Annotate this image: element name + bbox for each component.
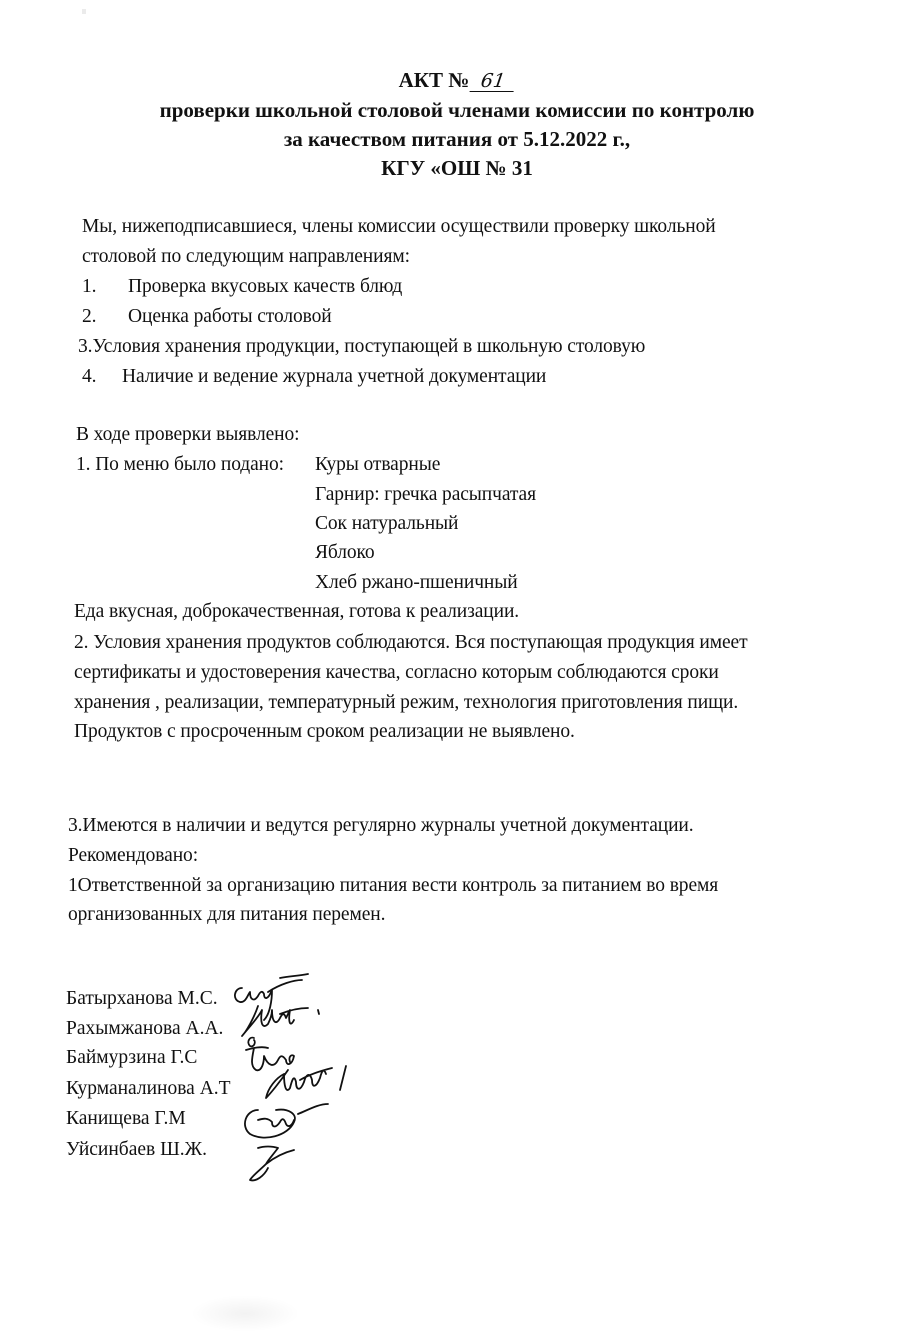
food-quality-note: Еда вкусная, доброкачественная, готова к реализации. bbox=[74, 601, 520, 622]
direction-text: Условия хранения продукции, поступающей в школьную столовую bbox=[92, 336, 646, 357]
intro-line1: Мы, нижеподписавшиеся, члены комиссии осуществили проверку школьной bbox=[82, 216, 716, 237]
storage-line: сертификаты и удостоверения качества, согласно которым соблюдаются сроки bbox=[74, 662, 719, 683]
act-subtitle-line2: за качеством питания от 5.12.2022 г., bbox=[283, 127, 631, 151]
direction-number: 1. bbox=[82, 276, 97, 297]
menu-label: 1. По меню было подано: bbox=[76, 454, 284, 475]
direction-item bbox=[82, 366, 546, 388]
act-subtitle-line1: проверки школьной столовой членами комиссии по контролю bbox=[159, 98, 755, 122]
signature-3 bbox=[246, 1038, 294, 1071]
journals-note: 3.Имеются в наличии и ведутся регулярно журналы учетной документации. bbox=[68, 815, 694, 836]
storage-line: хранения , реализации, температурный режим, технология приготовления пищи. bbox=[74, 692, 739, 713]
act-title bbox=[0, 68, 914, 93]
signature-4 bbox=[266, 1066, 346, 1098]
direction-text: Проверка вкусовых качеств блюд bbox=[128, 276, 403, 297]
signature-6 bbox=[250, 1147, 294, 1181]
storage-line: 2. Условия хранения продуктов соблюдаются. Вся поступающая продукция имеет bbox=[74, 632, 748, 653]
handwritten-signatures bbox=[228, 970, 368, 1185]
menu-item: Сок натуральный bbox=[315, 513, 459, 534]
direction-item bbox=[78, 336, 645, 358]
act-subtitle-line3: КГУ «ОШ № 31 bbox=[381, 156, 533, 180]
signature-2 bbox=[242, 1006, 319, 1036]
direction-number: 4. bbox=[82, 366, 97, 387]
direction-item bbox=[82, 306, 332, 328]
scan-artifact bbox=[190, 1295, 300, 1332]
direction-text: Наличие и ведение журнала учетной документации bbox=[122, 366, 547, 387]
menu-item: Гарнир: гречка расыпчатая bbox=[315, 484, 536, 505]
signatory-name: Уйсинбаев Ш.Ж. bbox=[66, 1139, 208, 1160]
findings-heading: В ходе проверки выявлено: bbox=[76, 424, 300, 445]
direction-text: Оценка работы столовой bbox=[128, 306, 332, 327]
signatory-name: Батырханова М.С. bbox=[66, 988, 218, 1009]
scan-dust bbox=[82, 9, 86, 14]
direction-item bbox=[82, 276, 402, 298]
menu-item: Яблоко bbox=[315, 542, 375, 563]
intro-line2: столовой по следующим направлениям: bbox=[82, 246, 410, 267]
storage-line: Продуктов с просроченным сроком реализации не выявлено. bbox=[74, 721, 575, 742]
signatory-name: Баймурзина Г.С bbox=[66, 1047, 198, 1068]
direction-number: 3. bbox=[78, 336, 93, 357]
recommendation-line: организованных для питания перемен. bbox=[68, 904, 386, 925]
recommendations-heading: Рекомендовано: bbox=[68, 845, 199, 866]
signatory-name: Курманалинова А.Т bbox=[66, 1078, 231, 1099]
act-title-prefix: АКТ № bbox=[398, 68, 470, 92]
recommendation-line: 1Ответственной за организацию питания вести контроль за питанием во время bbox=[68, 875, 719, 896]
menu-item: Куры отварные bbox=[315, 454, 441, 475]
act-number-handwritten: 61 bbox=[470, 71, 517, 92]
direction-number: 2. bbox=[82, 306, 97, 327]
signatory-name: Канищева Г.М bbox=[66, 1108, 186, 1129]
signature-5 bbox=[245, 1104, 328, 1138]
signatory-name: Рахымжанова А.А. bbox=[66, 1018, 224, 1039]
menu-item: Хлеб ржано-пшеничный bbox=[315, 572, 518, 593]
